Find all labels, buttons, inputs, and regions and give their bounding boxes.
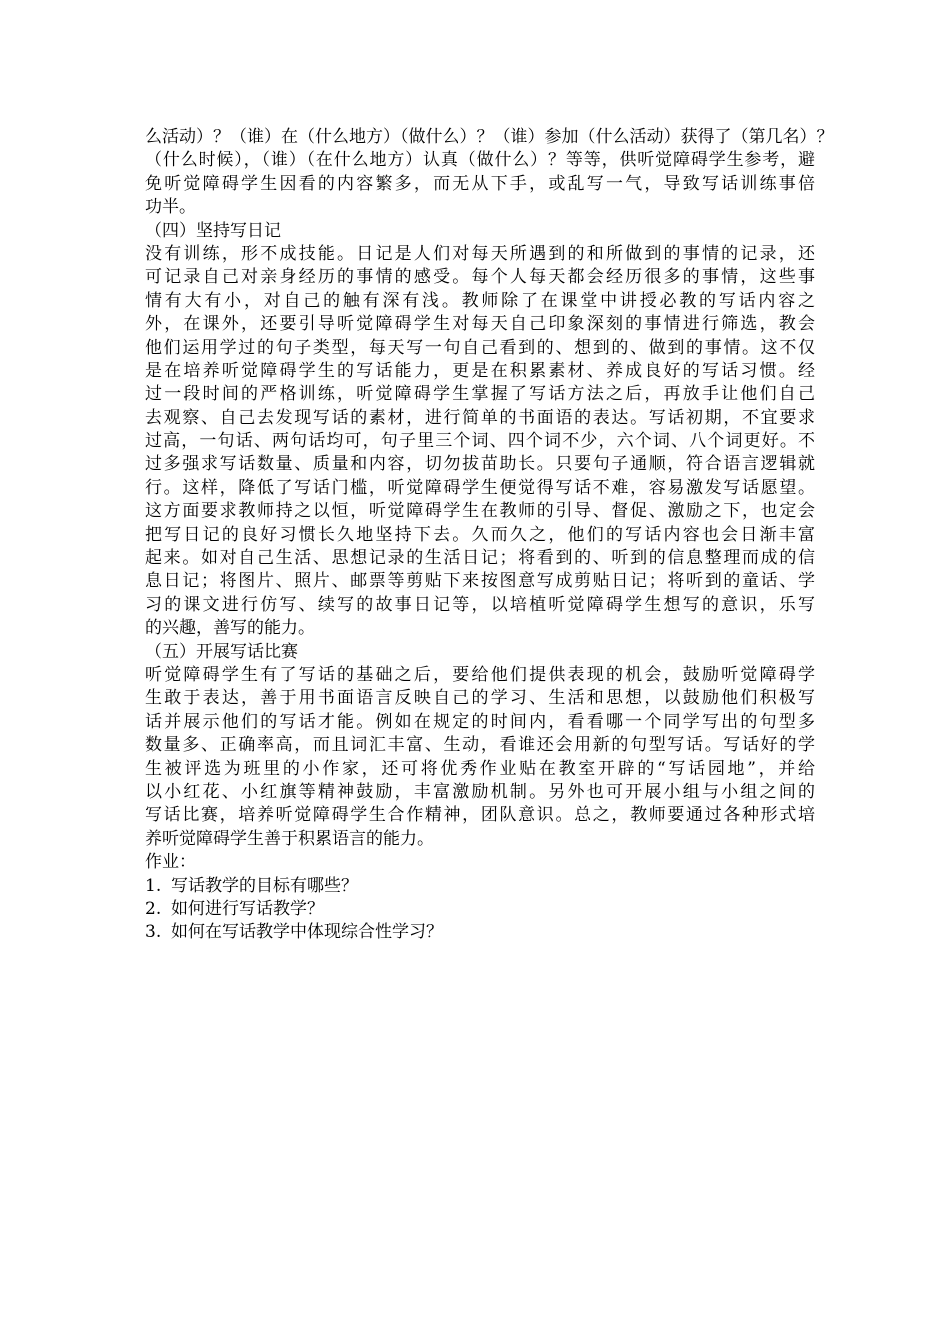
text-line: 写话比赛，培养听觉障碍学生合作精神，团队意识。总之，教师要通过各种形式培 [145,805,815,826]
text-line: 去观察、自己去发现写话的素材，进行简单的书面语的表达。写话初期，不宜要求 [145,407,815,428]
document-page [145,126,834,945]
section-intro-paragraph [145,126,834,220]
text-line: 过高，一句话、两句话均可，句子里三个词、四个词不少，六个词、八个词更好。不 [145,431,815,452]
text-line: 过多强求写话数量、质量和内容，切勿拔苗助长。只要句子通顺，符合语言逻辑就 [145,454,815,475]
text-line: 免听觉障碍学生因看的内容繁多，而无从下手，或乱写一气，导致写话训练事倍 [145,173,815,194]
text-line: 么活动）？（谁）在（什么地方）（做什么）？（谁）参加（什么活动）获得了（第几名）？ [145,127,834,147]
text-line: 行。这样，降低了写话门槛，听觉障碍学生便觉得写话不难，容易激发写话愿望。 [145,477,815,498]
text-line: 外，在课外，还要引导听觉障碍学生对每天自己印象深刻的事情进行筛选，教会 [145,314,815,335]
section-heading-contest: （五）开展写话比赛 [145,641,298,662]
text-line: （什么时候），（谁）（在什么地方）认真（做什么）？等等，供听觉障碍学生参考，避 [145,150,815,171]
text-line: 没有训练，形不成技能。日记是人们对每天所遇到的和所做到的事情的记录，还 [145,243,815,264]
text-line: 的兴趣，善写的能力。 [145,618,315,639]
text-line: 数量多、正确率高，而且词汇丰富、生动，看谁还会用新的句型写话。写话好的学 [145,735,815,756]
section-heading-diary: （四）坚持写日记 [145,220,281,241]
text-line: 养听觉障碍学生善于积累语言的能力。 [145,828,434,849]
text-line: 是在培养听觉障碍学生的写话能力，更是在积累素材、养成良好的写话习惯。经 [145,360,815,381]
homework-item [145,921,815,944]
section-diary-paragraph [145,243,815,641]
text-line: 以小红花、小红旗等精神鼓励，丰富激励机制。另外也可开展小组与小组之间的 [145,781,815,802]
text-line: 把写日记的良好习惯长久地坚持下去。久而久之，他们的写话内容也会日渐丰富 [145,524,815,545]
text-line: 情有大有小，对自己的触有深有浅。教师除了在课堂中讲授必教的写话内容之 [145,290,815,311]
text-line: 起来。如对自己生活、思想记录的生活日记；将看到的、听到的信息整理而成的信 [145,548,815,569]
homework-item-number: 1. [145,875,162,896]
text-line: 他们运用学过的句子类型，每天写一句自己看到的、想到的、做到的事情。这不仅 [145,337,815,358]
text-line: 息日记；将图片、照片、邮票等剪贴下来按图意写成剪贴日记；将听到的童话、学 [145,571,815,592]
homework-item-number: 2. [145,898,162,919]
text-line: 功半。 [145,197,196,218]
text-line: 生被评选为班里的小作家，还可将优秀作业贴在教室开辟的“写话园地”，并给 [145,758,815,779]
text-line: 生敢于表达，善于用书面语言反映自己的学习、生活和思想，以鼓励他们积极写 [145,688,815,709]
homework-item-text: 写话教学的目标有哪些？ [171,875,358,896]
homework-heading: 作业： [145,852,196,873]
homework-item [145,898,815,921]
text-line: 听觉障碍学生有了写话的基础之后，要给他们提供表现的机会，鼓励听觉障碍学 [145,664,815,685]
homework-item-text: 如何在写话教学中体现综合性学习？ [171,922,443,943]
section-contest-paragraph [145,664,815,851]
homework-list [145,875,815,945]
homework-item-text: 如何进行写话教学？ [171,898,324,919]
text-line: 习的课文进行仿写、续写的故事日记等，以培植听觉障碍学生想写的意识，乐写 [145,594,815,615]
text-line: 可记录自己对亲身经历的事情的感受。每个人每天都会经历很多的事情，这些事 [145,267,815,288]
text-line: 过一段时间的严格训练，听觉障碍学生掌握了写话方法之后，再放手让他们自己 [145,384,815,405]
homework-item-number: 3. [145,922,162,943]
homework-item [145,875,815,898]
text-line: 这方面要求教师持之以恒，听觉障碍学生在教师的引导、督促、激励之下，也定会 [145,501,815,522]
text-line: 话并展示他们的写话才能。例如在规定的时间内，看看哪一个同学写出的句型多 [145,711,815,732]
